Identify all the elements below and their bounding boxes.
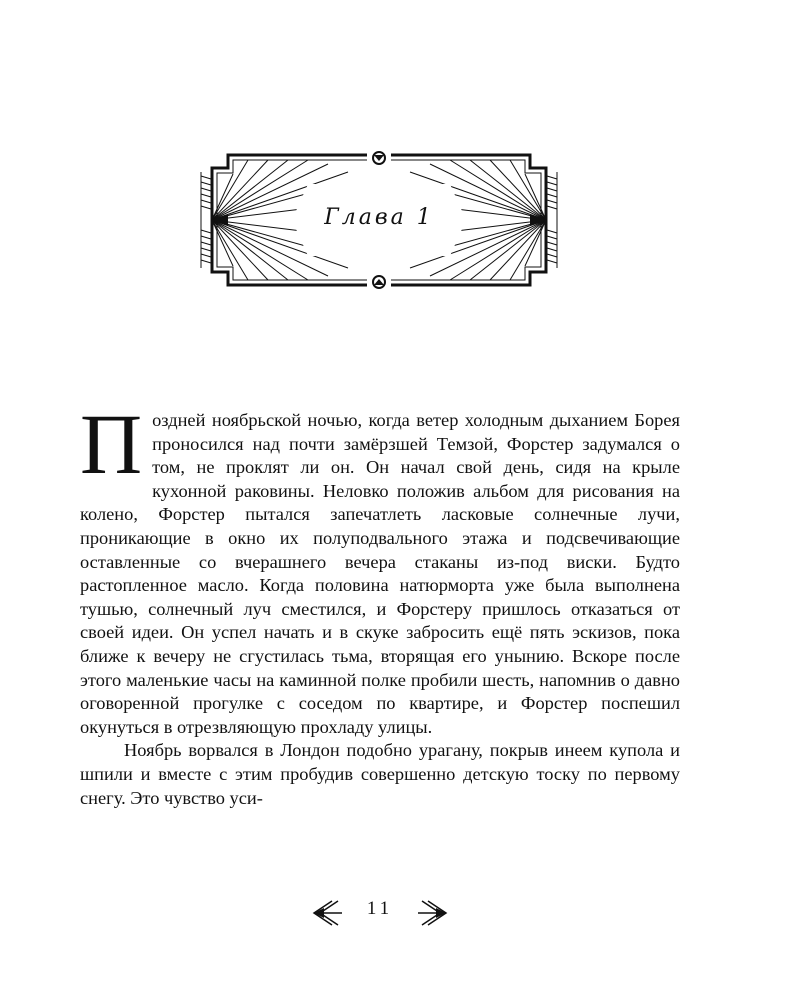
chapter-title: Глава 1 [324,205,434,230]
chapter-heading-ornament [198,150,560,290]
paragraph: Ноябрь ворвался в Лондон подобно урагану, покрыв инеем купола и шпили и вместе с этим пробудив совершенно детскую тоску по первому снегу. Это чувство уси- [80,740,680,808]
paragraph-text: оздней ноябрьской ночью, когда ветер холодным дыханием Борея проносился над почти замёрзшей Темзой, Форстер задумался о том, не проклят ли он. Он начал свой день, сидя на крыле кухонной раковины. Неловко положив альбом для рисования на колено, Форстер пытался запечатлеть ласковые солнечные лучи, проникающие в окно их полуподвального этажа и подсвечивающие оставленные со вчерашнего вечера стаканы из-под виски. Будто растопленное масло. Когда половина натюрморта уже была выполнена тушью, солнечный луч сместился, и Форстеру пришлось отказаться от своей идеи. Он успел начать и в скуке забросить ещё пять эскизов, пока ближе к вечеру не сгустилась тьма, вторящая его унынию. Вскоре после этого маленькие часы на каминной полке пробили шесть, напомнив о давно оговоренной прогулке с соседом по квартире, и Форстер поспешил окунуться в отрезвляющую прохладу улицы. [80,410,680,737]
drop-cap: П [80,396,143,492]
page-number: 11 [366,898,394,919]
page-footer [310,893,450,933]
body-text [80,396,680,810]
paragraph [80,396,680,739]
